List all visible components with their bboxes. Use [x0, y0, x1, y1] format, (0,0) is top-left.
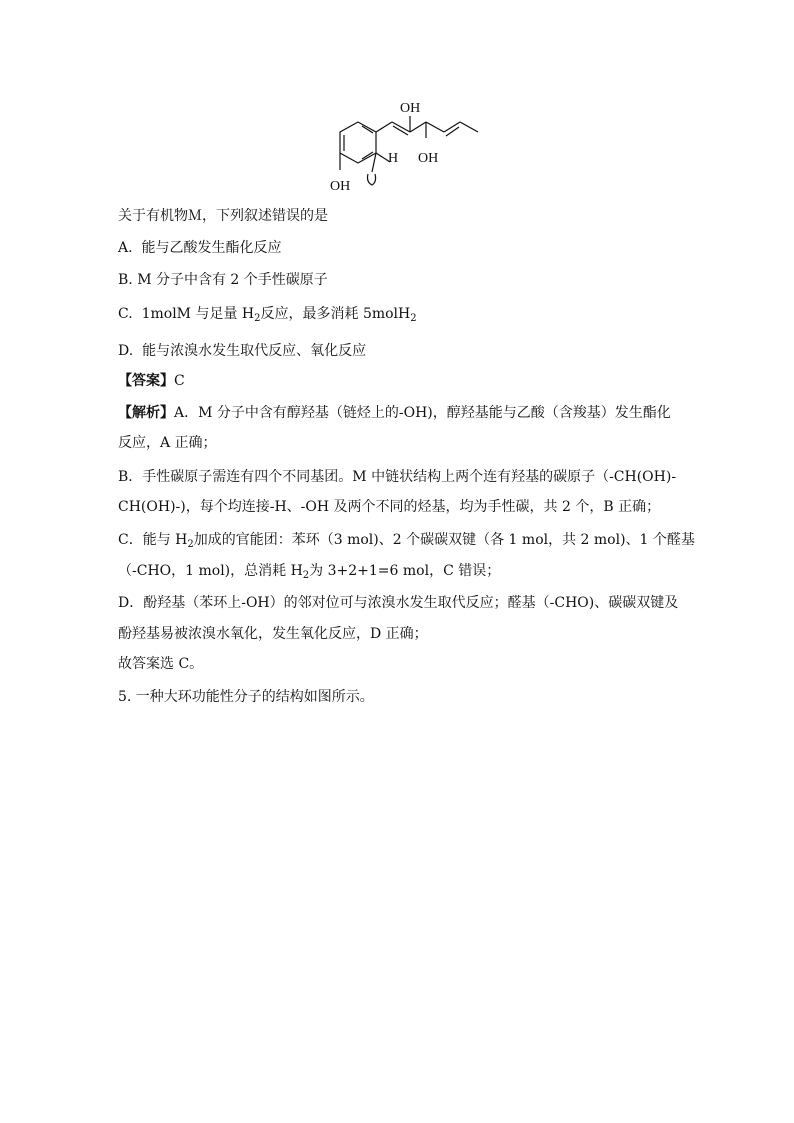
analysis-line: [118, 530, 695, 550]
oh-mid-label: OH: [418, 151, 439, 166]
option-text: 反应，最多消耗 5molH: [260, 306, 411, 322]
chain-double-bond: [446, 127, 459, 136]
conclusion: 故答案选 C。: [118, 656, 204, 672]
subscript: 2: [254, 313, 261, 324]
answer-line: [118, 371, 185, 391]
analysis-line: CH(OH)-)，每个均连接-H、-OH 及两个不同的烃基，均为手性碳，共 2 个，B 正确；: [118, 499, 661, 515]
oh-phenol-label: OH: [330, 179, 351, 194]
option-text: 能与浓溴水发生取代反应、氧化反应: [142, 343, 367, 359]
analysis-line: [118, 403, 671, 423]
option-label: C.: [118, 306, 133, 322]
option-b: [118, 270, 328, 290]
option-text: 1molM 与足量 H: [141, 306, 255, 322]
analysis-line: D．酚羟基（苯环上-OH）的邻对位可与浓溴水发生取代反应；醛基（-CHO)、碳碳双键及: [118, 595, 679, 611]
subscript: 2: [187, 539, 194, 550]
option-a: [118, 238, 281, 258]
chain-bond: [410, 122, 426, 132]
chain-bond: [376, 122, 392, 132]
analysis-tag: 【解析】: [118, 405, 174, 421]
analysis-text: A．M 分子中含有醇羟基（链烃上的-OH)，醇羟基能与乙酸（含羧基）发生酯化: [174, 405, 671, 421]
option-text: 分子中含有 2 个手性碳原子: [155, 272, 328, 288]
answer-tag: 【答案】: [118, 373, 174, 389]
analysis-line: B．手性碳原子需连有四个不同基团。M 中链状结构上两个连有羟基的碳原子（-CH(OH)-: [118, 469, 677, 485]
option-d: [118, 341, 366, 361]
analysis-line: [118, 561, 500, 581]
analysis-text: C．能与 H: [118, 532, 188, 548]
option-label: B. M: [118, 272, 152, 288]
chain-bond: [460, 122, 478, 132]
option-c: [118, 304, 417, 324]
question-stem: 关于有机物Ｍ，下列叙述错误的是: [118, 208, 328, 224]
analysis-text: （-CHO，1 mol)，总消耗 H: [118, 563, 303, 579]
molecule-structure: [310, 90, 495, 198]
analysis-text: 为 3+2+1=6 mol，C 错误；: [309, 563, 501, 579]
option-label: D.: [118, 343, 134, 359]
option-text: 能与乙酸发生酯化反应: [141, 240, 282, 256]
oh-top-label: OH: [400, 101, 421, 116]
answer-value: C: [174, 373, 185, 389]
subscript: 2: [410, 313, 417, 324]
analysis-line: 反应，A 正确；: [118, 435, 217, 451]
chain-bond: [426, 122, 444, 132]
analysis-line: 酚羟基易被浓溴水氧化，发生氧化反应，D 正确；: [118, 626, 428, 642]
next-question: 5. 一种大环功能性分子的结构如图所示。: [118, 689, 374, 705]
chain-bond: [444, 122, 460, 132]
benzene-ring: [340, 122, 376, 163]
subscript: 2: [302, 570, 310, 581]
h-aldehyde-label: H: [388, 151, 399, 166]
aldehyde-oxygen: [368, 174, 376, 185]
option-label: A.: [118, 240, 133, 256]
analysis-text: 加成的官能团：苯环（3 mol)、2 个碳碳双键（各 1 mol，共 2 mol)、1 个醛基: [193, 532, 695, 548]
aldehyde-bond: [372, 153, 376, 172]
